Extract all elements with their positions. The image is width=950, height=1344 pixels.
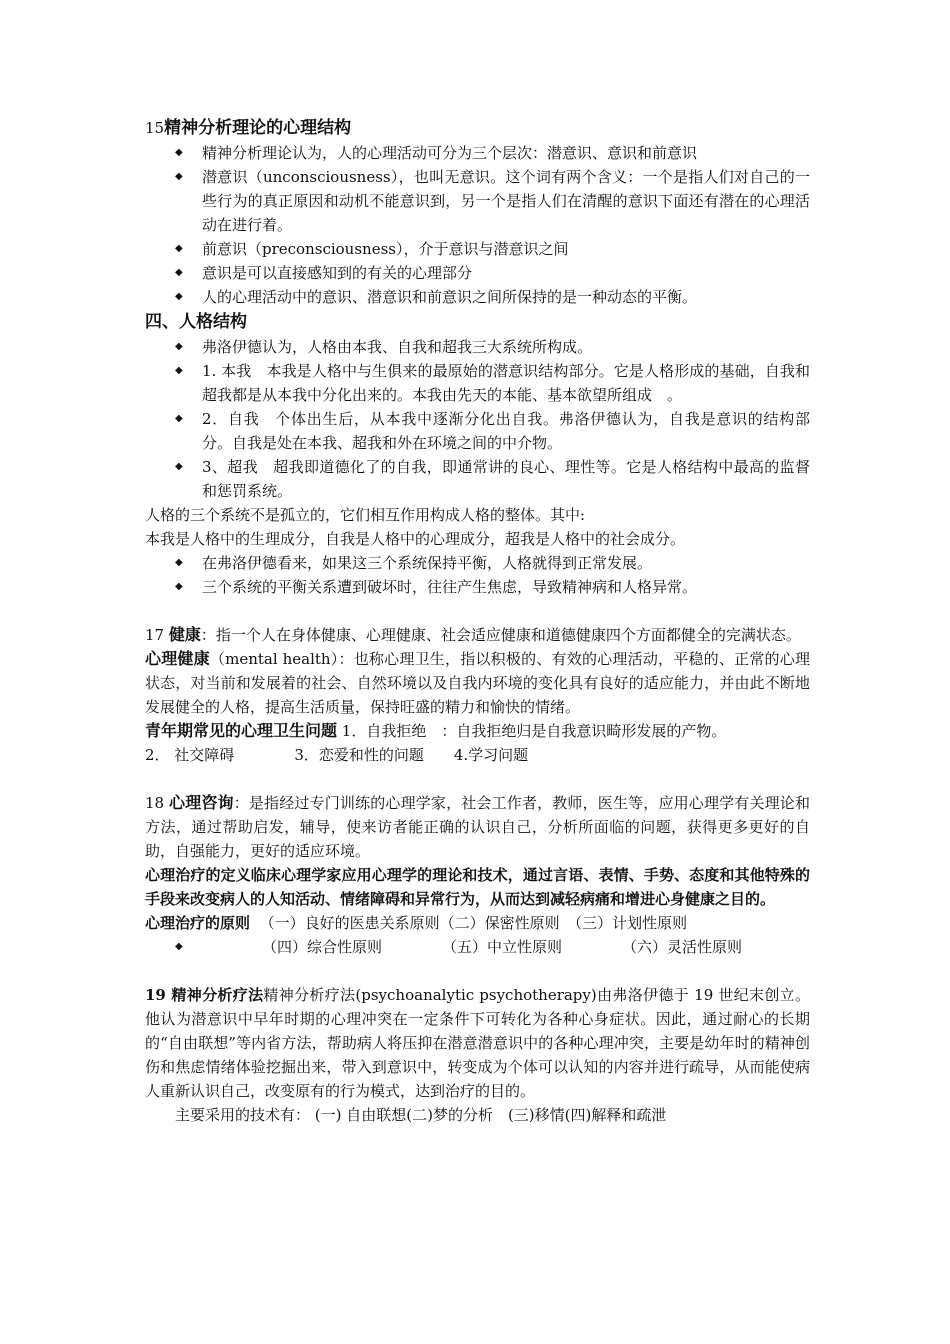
list-item: ◆ 潜意识（unconsciousness），也叫无意识。这个词有两个含义：一个是指人们对自己的一些行为的真正原因和动机不能意识到，另一个是指人们在清醒的意识下面还有潜在的心理活动在进行着。 <box>145 165 810 237</box>
paragraph: 本我是人格中的生理成分，自我是人格中的心理成分，超我是人格中的社会成分。 <box>145 530 686 548</box>
term-counseling: 心理咨询 <box>169 793 234 812</box>
therapy-principles: 心理治疗的原则 （一）良好的医患关系原则（二）保密性原则 （三）计划性原则 <box>145 914 688 932</box>
list-item: ◆ 前意识（preconsciousness），介于意识与潜意识之间 <box>145 237 810 261</box>
bullet-icon: ◆ <box>175 557 183 568</box>
therapy-principles-2: ◆ （四）综合性原则 （五）中立性原则 （六）灵活性原则 <box>145 935 810 959</box>
bullet-icon: ◆ <box>175 147 183 158</box>
term-psychoanalytic-therapy: 19 精神分析疗法 <box>145 986 264 1004</box>
term-health: 健康 <box>168 625 201 644</box>
section-15-title <box>145 115 810 141</box>
bullet-icon: ◆ <box>175 941 183 952</box>
section-15-list <box>145 141 810 309</box>
mental-health-definition: 心理健康（mental health）：也称心理卫生，指以积极的、有效的心理活动，平稳的、正常的心理状态，对当前和发展着的社会、自然环境以及自我内环境的变化具有良好的适应能力，并由此不断地发展健全的人格，提高生活质量，保持旺盛的精力和愉快的情绪。 <box>145 649 810 716</box>
section-title-text: 精神分析理论的心理结构 <box>164 118 352 138</box>
techniques-line: 主要采用的技术有： (一) 自由联想(二)梦的分析 (三)移情(四)解释和疏泄 <box>175 1106 667 1124</box>
paragraph: 人格的三个系统不是孤立的，它们相互作用构成人格的整体。其中: <box>145 506 586 524</box>
youth-problems-list: 2． 社交障碍 3．恋爱和性的问题 4.学习问题 <box>145 746 529 764</box>
list-item: ◆ 1. 本我 本我是人格中与生俱来的最原始的潜意识结构部分。它是人格形成的基础，自我和超我都是从本我中分化出来的。本我由先天的本能、基本欲望所组成 。 <box>145 359 810 407</box>
document-page <box>145 115 810 1127</box>
personality-list-2 <box>145 551 810 599</box>
bullet-icon: ◆ <box>175 341 183 352</box>
list-item: ◆ 精神分析理论认为，人的心理活动可分为三个层次：潜意识、意识和前意识 <box>145 141 810 165</box>
section-personality-title: 四、人格结构 <box>145 312 247 332</box>
bullet-icon: ◆ <box>175 243 183 254</box>
bullet-icon: ◆ <box>175 267 183 278</box>
spacer <box>145 959 810 983</box>
bullet-icon: ◆ <box>175 171 183 182</box>
list-item: ◆ 在弗洛伊德看来，如果这三个系统保持平衡，人格就得到正常发展。 <box>145 551 810 575</box>
term-youth-problems: 青年期常见的心理卫生问题 <box>145 721 338 740</box>
section-number: 15 <box>145 119 165 137</box>
list-item: ◆ 弗洛伊德认为，人格由本我、自我和超我三大系统所构成。 <box>145 335 810 359</box>
section-17-definition: 17 健康：指一个人在身体健康、心理健康、社会适应健康和道德健康四个方面都健全的完满状态。 <box>145 625 801 644</box>
section-18-definition: 18 心理咨询：是指经过专门训练的心理学家，社会工作者，教师，医生等，应用心理学有关理论和方法，通过帮助启发，辅导，使来访者能正确的认识自己，分析所面临的问题，获得更多更好的自助，自强能力，更好的适应环境。 <box>145 793 810 860</box>
bullet-icon: ◆ <box>175 365 183 376</box>
spacer <box>145 599 810 623</box>
list-item: ◆ 三个系统的平衡关系遭到破坏时，往往产生焦虑，导致精神病和人格异常。 <box>145 575 810 599</box>
youth-problems: 青年期常见的心理卫生问题 1．自我拒绝 ：自我拒绝归是自我意识畸形发展的产物。 <box>145 721 727 740</box>
list-item: ◆ 3、超我 超我即道德化了的自我，即通常讲的良心、理性等。它是人格结构中最高的监督和惩罚系统。 <box>145 455 810 503</box>
term-principles: 心理治疗的原则 <box>145 914 251 932</box>
spacer <box>145 767 810 791</box>
bullet-icon: ◆ <box>175 413 183 424</box>
list-item: ◆ 意识是可以直接感知到的有关的心理部分 <box>145 261 810 285</box>
section-19-paragraph: 19 精神分析疗法精神分析疗法(psychoanalytic psychotherapy)由弗洛伊德于 19 世纪末创立。他认为潜意识中早年时期的心理冲突在一定条件下可转化为各种心身症状。因此，通过耐心的长期的“自由联想”等内省方法，帮助病人将压抑在潜意潜意识中的各种心理冲突，主要是幼年时的精神创伤和焦虑情绪体验挖掘出来，带入到意识中，转变成为个体可以认知的内容并进行疏导，从而能使病人重新认识自己，改变原有的行为模式，达到治疗的目的。 <box>145 986 810 1100</box>
personality-list <box>145 335 810 503</box>
list-item: ◆ 2．自我 个体出生后，从本我中逐渐分化出自我。弗洛伊德认为，自我是意识的结构部分。自我是处在本我、超我和外在环境之间的中介物。 <box>145 407 810 455</box>
bullet-icon: ◆ <box>175 461 183 472</box>
list-item: ◆ 人的心理活动中的意识、潜意识和前意识之间所保持的是一种动态的平衡。 <box>145 285 810 309</box>
term-mental-health: 心理健康 <box>145 649 210 668</box>
therapy-definition: 心理治疗的定义临床心理学家应用心理学的理论和技术，通过言语、表情、手势、态度和其他特殊的手段来改变病人的人知活动、情绪障碍和异常行为，从而达到减轻病痛和增进心身健康之目的。 <box>145 866 810 908</box>
bullet-icon: ◆ <box>175 581 183 592</box>
bullet-icon: ◆ <box>175 291 183 302</box>
